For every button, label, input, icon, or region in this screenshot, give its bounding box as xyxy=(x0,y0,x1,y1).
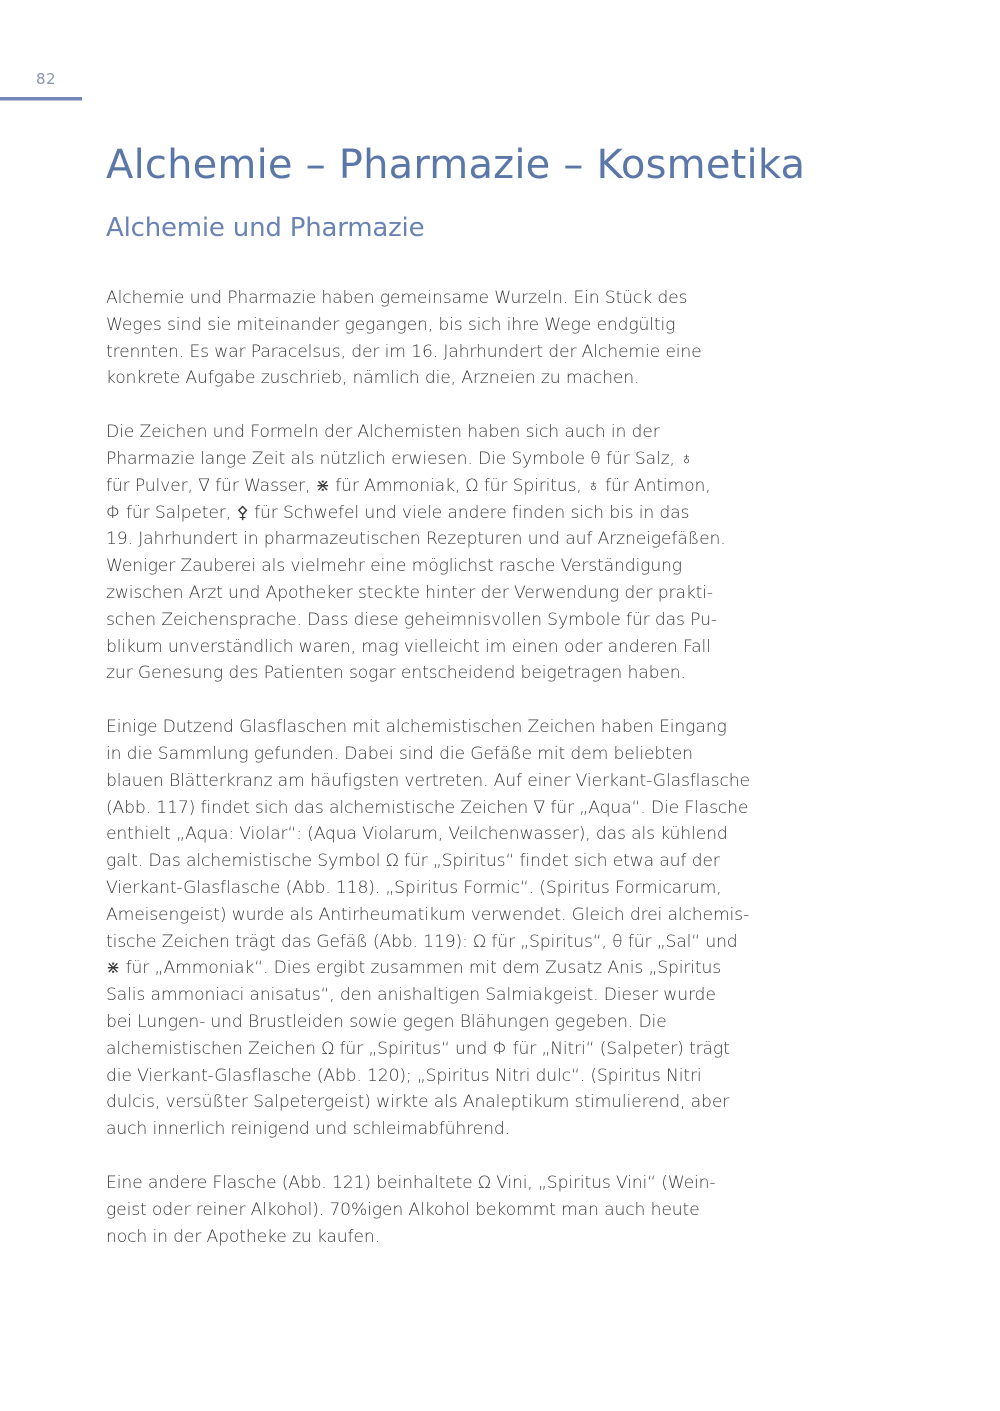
page-number-rule xyxy=(0,97,82,101)
text-line: konkrete Aufgabe zuschrieb, nämlich die, Arzneien zu machen. xyxy=(106,368,640,389)
text-line: Einige Dutzend Glasflaschen mit alchemistischen Zeichen haben Eingang xyxy=(106,717,727,738)
text-line: noch in der Apotheke zu kaufen. xyxy=(106,1226,380,1247)
text-line: tische Zeichen trägt das Gefäß (Abb. 119): Ω für „Spiritus“, θ für „Sal“ und xyxy=(106,931,738,952)
text-line: die Vierkant-Glasflasche (Abb. 120); „Spiritus Nitri dulc“. (Spiritus Nitri xyxy=(106,1065,702,1086)
text-line: auch innerlich reinigend und schleimabführend. xyxy=(106,1119,510,1140)
paragraph xyxy=(106,419,786,687)
text-line: trennten. Es war Paracelsus, der im 16. Jahrhundert der Alchemie eine xyxy=(106,341,702,362)
text-line: 19. Jahrhundert in pharmazeutischen Rezepturen und auf Arzneigefäßen. xyxy=(106,529,726,550)
text-line: dulcis, versüßter Salpetergeist) wirkte als Analeptikum stimulierend, aber xyxy=(106,1092,730,1113)
text-line: Alchemie und Pharmazie haben gemeinsame Wurzeln. Ein Stück des xyxy=(106,288,688,308)
text-line: blikum unverständlich waren, mag vielleicht im einen oder anderen Fall xyxy=(106,636,711,657)
text-line: enthielt „Aqua: Violar“: (Aqua Violarum, Veilchenwasser), das als kühlend xyxy=(106,824,728,845)
section-subtitle: Alchemie und Pharmazie xyxy=(106,213,425,243)
paragraph xyxy=(106,1170,786,1250)
text-line: schen Zeichensprache. Dass diese geheimnisvollen Symbole für das Pu- xyxy=(106,609,717,630)
text-line: zur Genesung des Patienten sogar entscheidend beigetragen haben. xyxy=(106,663,686,684)
text-line: Die Zeichen und Formeln der Alchemisten haben sich auch in der xyxy=(106,422,660,443)
text-line: ⋇ für „Ammoniak“. Dies ergibt zusammen mit dem Zusatz Anis „Spiritus xyxy=(106,958,722,979)
page-number: 82 xyxy=(36,70,57,88)
body-text xyxy=(106,285,786,1277)
text-line: (Abb. 117) findet sich das alchemistische Zeichen ∇ für „Aqua“. Die Flasche xyxy=(106,797,749,818)
text-line: geist oder reiner Alkohol). 70%igen Alkohol bekommt man auch heute xyxy=(106,1199,700,1220)
text-line: Weniger Zauberei als vielmehr eine möglichst rasche Verständigung xyxy=(106,556,682,577)
text-line: Vierkant-Glasflasche (Abb. 118). „Spiritus Formic“. (Spiritus Formicarum, xyxy=(106,877,722,898)
text-line: Φ für Salpeter, ⚴ für Schwefel und viele andere finden sich bis in das xyxy=(106,502,690,523)
text-line: galt. Das alchemistische Symbol Ω für „Spiritus“ findet sich etwa auf der xyxy=(106,851,720,872)
text-line: Weges sind sie miteinander gegangen, bis sich ihre Wege endgültig xyxy=(106,314,676,335)
text-line: Salis ammoniaci anisatus“, den anishaltigen Salmiakgeist. Dieser wurde xyxy=(106,985,716,1006)
text-line: für Pulver, ∇ für Wasser, ⋇ für Ammoniak, Ω für Spiritus, ♁ für Antimon, xyxy=(106,475,711,496)
paragraph xyxy=(106,285,786,392)
chapter-title: Alchemie – Pharmazie – Kosmetika xyxy=(106,142,806,188)
text-line: in die Sammlung gefunden. Dabei sind die Gefäße mit dem beliebten xyxy=(106,743,693,764)
text-line: Eine andere Flasche (Abb. 121) beinhaltete Ω Vini, „Spiritus Vini“ (Wein- xyxy=(106,1172,716,1193)
text-line: zwischen Arzt und Apotheker steckte hinter der Verwendung der prakti- xyxy=(106,582,713,603)
text-line: alchemistischen Zeichen Ω für „Spiritus“ und Φ für „Nitri“ (Salpeter) trägt xyxy=(106,1038,730,1059)
text-line: bei Lungen- und Brustleiden sowie gegen Blähungen gegeben. Die xyxy=(106,1011,667,1032)
text-line: Ameisengeist) wurde als Antirheumatikum verwendet. Gleich drei alchemis- xyxy=(106,904,750,925)
text-line: blauen Blätterkranz am häufigsten vertreten. Auf einer Vierkant-Glasflasche xyxy=(106,770,750,791)
text-line: Pharmazie lange Zeit als nützlich erwiesen. Die Symbole θ für Salz, ♁ xyxy=(106,448,693,469)
paragraph xyxy=(106,714,786,1143)
